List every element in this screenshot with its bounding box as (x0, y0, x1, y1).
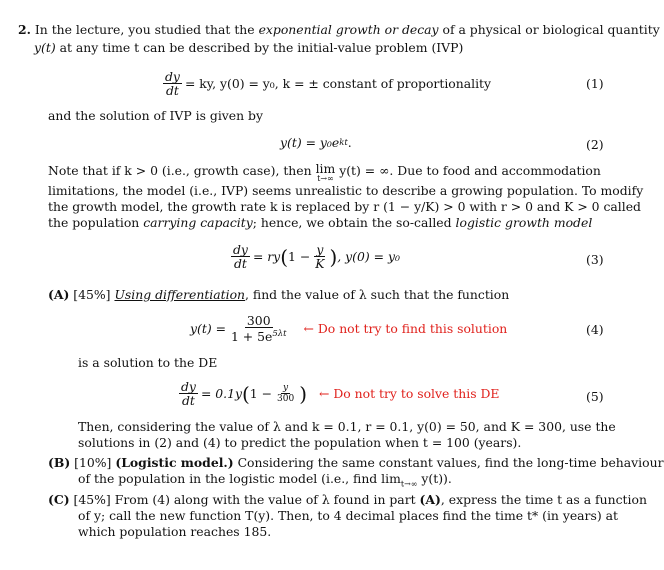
equation-5: $\frac{dy}{dt}$ = 0.1y ( 1 − $\frac{y}{300}$ ) ← Do not try to solve this DE (181, 379, 500, 408)
part-b-line2 (78, 471, 452, 491)
problem-number: 2. (18, 22, 31, 37)
part-c-line3: which population reaches 185. (78, 524, 272, 539)
eq3-tail: , y(0) = y₀ (337, 249, 400, 264)
part-c-line1-a: From (4) along with the value of λ found in part (114, 492, 416, 507)
intro-text-b: of a physical or biological quantity (442, 22, 660, 37)
eq3-inner-den: K (315, 256, 325, 271)
equation-1 (160, 70, 491, 97)
problem-intro-line2 (34, 40, 463, 55)
eq4-num: 300 (246, 313, 271, 328)
note-line4-b: ; hence, we obtain the so-called (252, 215, 452, 230)
part-b-line2-text: of the population in the logistic model (i.e., find lim (78, 471, 401, 486)
note-line2: limitations, the model (i.e., IVP) seems unrealistic to describe a growing population. To modify (48, 183, 644, 198)
equation-3: $\frac{dy}{dt}$ = ry ( 1 − $\frac{y}{K}$ ) , y(0) = y₀ (233, 242, 400, 271)
part-a-text: , find the value of λ such that the function (245, 287, 510, 302)
note-line1 (48, 163, 601, 183)
part-c-line2: of y; call the new function T(y). Then, to 4 decimal places find the time t* (in years) at (78, 508, 618, 523)
part-b-title: (Logistic model.) (115, 455, 234, 470)
part-a-method: Using differentiation (114, 287, 246, 302)
note-line1-a: Note that if k > 0 (i.e., growth case), then (48, 163, 312, 178)
eq5-mid: = 0.1y (200, 386, 242, 401)
part-a-then-line2: solutions in (2) and (4) to predict the population when t = 100 (years). (78, 435, 522, 450)
eq3-inner-a: 1 − (288, 249, 311, 264)
eq5-num: dy (181, 379, 196, 394)
eq5-inner-num: y (283, 383, 289, 393)
eq2-lhs: y(t) = y₀e (280, 135, 340, 150)
eq1-rhs: = ky, y(0) = y₀, k = ± constant of proportionality (184, 76, 492, 91)
equation-1-label: (1) (586, 76, 604, 91)
intro-emphasis: exponential growth or decay (258, 22, 439, 37)
intro-text-a: In the lecture, you studied that the (34, 22, 255, 37)
eq1-num: dy (165, 69, 180, 84)
equation-4 (190, 314, 507, 343)
part-c-line1 (48, 492, 647, 507)
eq1-den: dt (166, 83, 179, 98)
eq4-den: 1 + 5e (230, 329, 273, 345)
eq4-den-exp: 5λt (272, 329, 287, 339)
part-a-then-line1: Then, considering the value of λ and k = 0.1, r = 0.1, y(0) = 50, and K = 300, use the (78, 419, 616, 434)
note-line4-a: the population (48, 215, 140, 230)
eq5-den: dt (182, 393, 195, 408)
eq4-note: ← Do not try to find this solution (303, 321, 508, 337)
note-line1-b: y(t) = ∞. Due to food and accommodation (339, 163, 601, 178)
note-line4-em1: carrying capacity (143, 215, 253, 230)
eq2-exp: kt (339, 137, 348, 148)
eq3-mid: = ry (252, 249, 281, 264)
equation-5-label: (5) (586, 389, 604, 404)
part-a-line1 (48, 287, 509, 302)
part-b-lim-sub: t→∞ (400, 479, 418, 489)
note-line4 (48, 215, 592, 230)
part-a-tag: (A) (48, 287, 70, 302)
eq3-inner-num: y (316, 242, 324, 257)
note-lim: lim (315, 161, 336, 176)
equation-2-label: (2) (586, 137, 604, 152)
part-c-tag: (C) (48, 492, 70, 507)
part-c-line1-b: , express the time t as a function (440, 492, 647, 507)
eq5-inner-a: 1 − (249, 386, 272, 401)
intro-func: y(t) (34, 40, 56, 55)
note-line3: the growth model, the growth rate k is replaced by r (1 − y/K) > 0 with r > 0 and K > 0 called (48, 199, 641, 214)
eq2-tail: . (347, 135, 352, 150)
note-line4-em2: logistic growth model (455, 215, 593, 230)
part-a-pct: [45%] (73, 287, 111, 302)
part-b-tag: (B) (48, 455, 71, 470)
part-b-line2-end: y(t)). (421, 471, 452, 486)
equation-2 (280, 135, 352, 150)
problem-intro-line1 (18, 22, 660, 37)
note-lim-sub: t→∞ (317, 174, 334, 183)
solution-intro: and the solution of IVP is given by (48, 108, 263, 123)
eq5-note: ← Do not try to solve this DE (319, 386, 500, 401)
eq3-den: dt (234, 256, 247, 271)
intro-line2-text: at any time t can be described by the initial-value problem (IVP) (59, 40, 464, 55)
part-c-ref: (A) (419, 492, 441, 507)
part-b-pct: [10%] (74, 455, 112, 470)
equation-4-label: (4) (586, 322, 604, 337)
part-b-line1 (48, 455, 664, 470)
part-c-pct: [45%] (73, 492, 111, 507)
part-b-line1-text: Considering the same constant values, find the long-time behaviour (237, 455, 664, 470)
eq4-lhs: y(t) = (190, 321, 226, 337)
eq5-inner-den: 300 (277, 394, 295, 404)
equation-3-label: (3) (586, 252, 604, 267)
eq3-num: dy (233, 242, 248, 257)
part-a-is-solution: is a solution to the DE (78, 355, 218, 370)
